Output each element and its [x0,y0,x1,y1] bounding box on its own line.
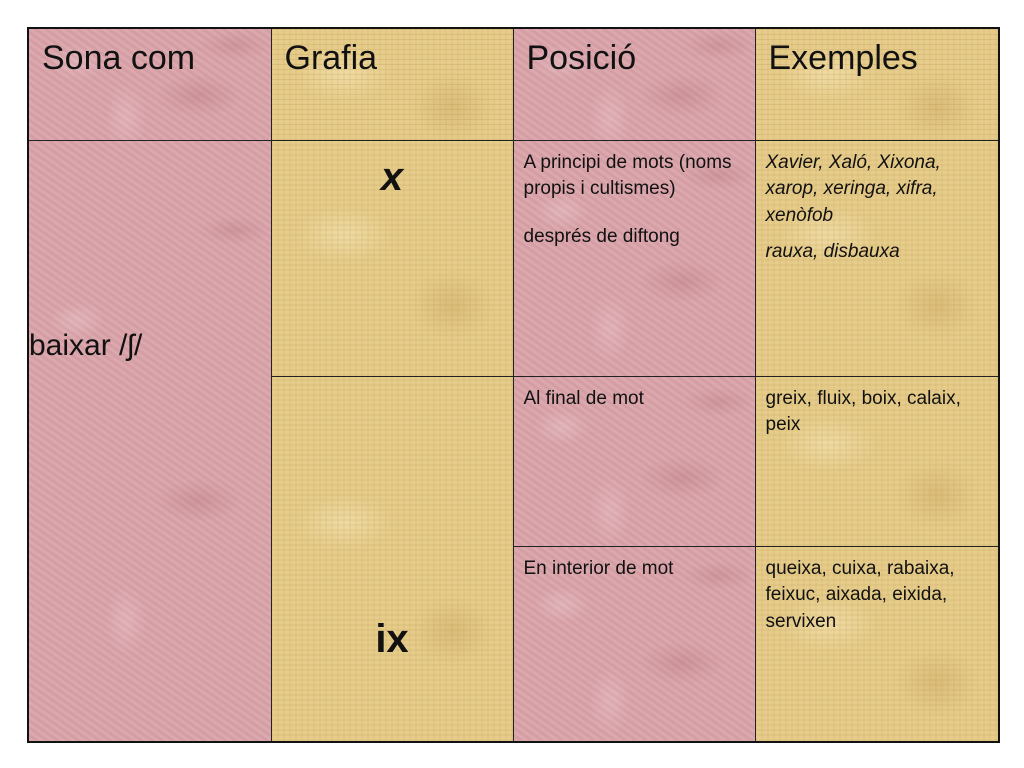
examples-cell [755,546,999,742]
sound-label: baixar /ʃ/ [29,328,143,362]
position-cell [513,546,755,742]
grapheme-x-cell [271,140,513,376]
position-text: En interior de mot [523,557,674,579]
position-cell [513,140,755,376]
grapheme-ix-cell [271,376,513,742]
position-text: Al final de mot [523,387,644,409]
header-exemples [755,28,999,140]
examples-cell [755,140,999,376]
position-text-2: després de diftong [523,226,680,248]
examples-text: queixa, cuixa, rabaixa, feixuc, aixada, eixida, servixen [765,557,955,633]
header-row [28,28,999,140]
table-row [28,140,999,376]
position-cell [513,376,755,546]
header-grafia [271,28,513,140]
examples-text-2: rauxa, disbauxa [765,241,900,263]
position-text: A principi de mots (noms propis i cultismes) [523,151,732,200]
header-sona-com [28,28,271,140]
header-label: Posició [526,39,637,77]
examples-text: Xavier, Xaló, Xixona, xarop, xeringa, xifra, xenòfob [765,151,941,227]
grapheme-ix: ix [375,616,409,661]
examples-cell [755,376,999,546]
header-label: Sona com [42,39,196,77]
header-label: Grafia [284,39,378,77]
header-label: Exemples [768,39,918,77]
orthography-table [27,27,1000,743]
header-posicio [513,28,755,140]
examples-text: greix, fluix, boix, calaix, peix [765,387,961,436]
grapheme-x: x [380,154,404,199]
sound-cell [28,140,271,742]
